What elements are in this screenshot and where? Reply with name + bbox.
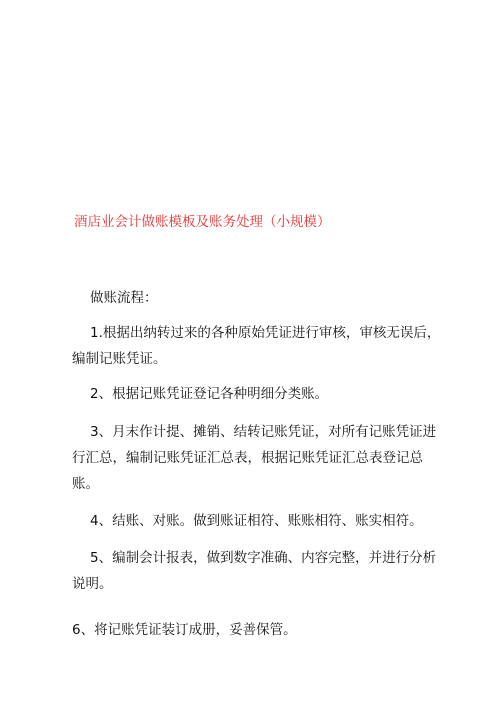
document-title: 酒店业会计做账模板及账务处理（小规模）: [74, 214, 331, 230]
step-4-text: 4、结账、对账。做到账证相符、账账相符、账实相符。: [90, 513, 423, 529]
step-2-text: 2、根据记账凭证登记各种明细分类账。: [90, 386, 329, 402]
step-6-text: 6、将记账凭证装订成册，妥善保管。: [72, 622, 297, 638]
section-heading: 做账流程：: [90, 290, 158, 306]
step-3-text: 3、月末作计提、摊销、结转记账凭证，对所有记账凭证进行汇总，编制记账凭证汇总表，根据记账凭证汇总表登记总账。: [72, 424, 437, 492]
step-1-text: 1.根据出纳转过来的各种原始凭证进行审核，审核无误后，编制记账凭证。: [72, 325, 441, 367]
step-5-text: 5、编制会计报表，做到数字准确、内容完整，并进行分析说明。: [72, 550, 437, 592]
